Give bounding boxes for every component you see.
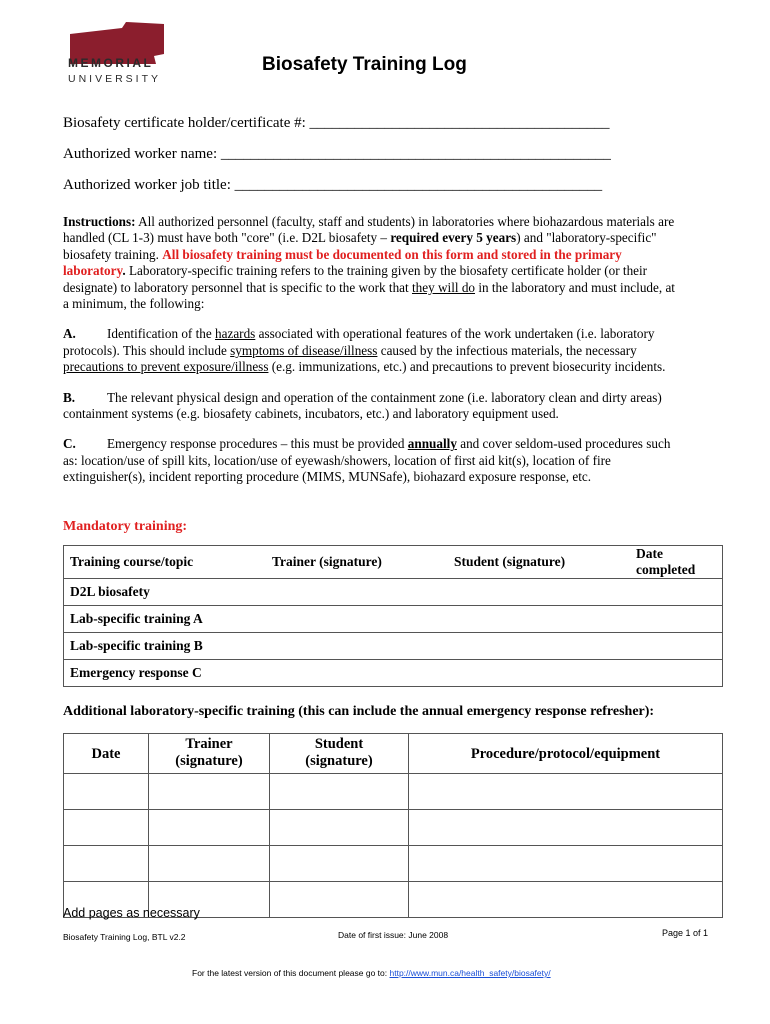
additional-training-label: Additional laboratory-specific training (this can include the annual emergency response refresher): — [63, 704, 655, 719]
table-row[interactable] — [64, 579, 723, 606]
item-c-text: and cover seldom-used procedures such as: location/use of spill kits, location/use of eyewash/showers, location of first aid kit(s), location of fire extinguisher(s), incident reporting procedure (MIMS, MUNSafe), biohazard exposure response, etc. — [63, 436, 671, 485]
header-student-line2: (signature) — [305, 753, 373, 769]
instructions-dot: . — [122, 263, 126, 279]
header-trainer — [149, 734, 270, 774]
cell-date[interactable] — [64, 774, 149, 810]
item-a-underlined: hazards — [215, 326, 256, 342]
footer-latest-text: For the latest version of this document please go to: — [192, 968, 390, 978]
item-a-text: associated with operational features of the work undertaken (i.e. laboratory protocols). This should include — [63, 326, 655, 358]
header-date: Date — [64, 734, 149, 774]
item-b-letter: B. — [63, 389, 76, 405]
header-student-line1: Student — [314, 736, 364, 752]
footer-latest-version — [192, 968, 551, 978]
table-row[interactable] — [64, 846, 723, 882]
page-title: Biosafety Training Log — [262, 54, 467, 75]
instructions-red-notice: All biosafety training must be documented on this form and stored in the primary laboratory — [63, 246, 622, 279]
cell-date[interactable] — [64, 846, 149, 882]
instructions-label: Instructions: — [63, 214, 136, 229]
row-label: Lab-specific training A — [64, 606, 723, 633]
instructions-text: in the laboratory and must include, at a minimum, the following: — [63, 279, 675, 312]
item-a-paragraph — [63, 326, 683, 375]
instructions-text: ) and "laboratory-specific" biosafety training. — [63, 230, 657, 262]
table-row[interactable] — [64, 660, 723, 687]
footer-page-number: Page 1 of 1 — [662, 928, 709, 938]
item-c-underlined: annually — [407, 436, 457, 452]
item-b-text: The relevant physical design and operation of the containment zone (i.e. laboratory clean and dirty areas) containment systems (e.g. biosafety cabinets, incubators, etc.) and laboratory equipment used. — [63, 389, 662, 422]
cell-student[interactable] — [270, 774, 409, 810]
instructions-text: Laboratory-specific training refers to the training given by the biosafety certificate holder (or their designate) to laboratory personnel that is specific to the work that — [63, 263, 648, 295]
table-row[interactable] — [64, 633, 723, 660]
instructions-section — [63, 214, 683, 500]
item-a-underlined: symptoms of disease/illness — [230, 342, 378, 358]
additional-training-table — [63, 733, 723, 918]
item-b-paragraph — [63, 390, 683, 423]
header-trainer: Trainer (signature) — [266, 546, 448, 579]
memorial-university-logo — [60, 18, 170, 86]
table-header-row — [64, 546, 723, 579]
header-student: Student (signature) — [448, 546, 630, 579]
table-header-row — [64, 734, 723, 774]
cell-date[interactable] — [64, 810, 149, 846]
item-a-text: Identification of the — [107, 326, 216, 342]
header-trainer-line2: (signature) — [175, 753, 243, 769]
cell-procedure[interactable] — [409, 810, 723, 846]
worker-name-field[interactable]: Authorized worker name: ____________________________________________________ — [63, 146, 611, 162]
cell-procedure[interactable] — [409, 846, 723, 882]
item-a-letter: A. — [63, 326, 76, 342]
header-date-completed: Date completed — [630, 546, 723, 579]
cell-trainer[interactable] — [149, 810, 270, 846]
item-c-text: Emergency response procedures – this must be provided — [107, 436, 408, 452]
item-c-paragraph — [63, 436, 683, 485]
row-label: D2L biosafety — [64, 579, 723, 606]
biosafety-website-link[interactable]: http://www.mun.ca/health_safety/biosafety/ — [389, 968, 551, 978]
header-procedure: Procedure/protocol/equipment — [409, 734, 723, 774]
logo-text-university: UNIVERSITY — [68, 73, 162, 85]
instructions-paragraph — [63, 214, 683, 312]
item-c-letter: C. — [63, 436, 76, 452]
cell-student[interactable] — [270, 810, 409, 846]
mandatory-training-table — [63, 545, 723, 687]
item-a-text: caused by the infectious materials, the necessary — [377, 342, 637, 358]
header-trainer-line1: Trainer — [185, 736, 233, 752]
row-label: Lab-specific training B — [64, 633, 723, 660]
add-pages-note: Add pages as necessary — [63, 906, 200, 920]
row-label: Emergency response C — [64, 660, 723, 687]
cell-procedure[interactable] — [409, 882, 723, 918]
footer-issue-date: Date of first issue: June 2008 — [338, 930, 449, 940]
logo-text-memorial: MEMORIAL — [68, 56, 154, 70]
cell-trainer[interactable] — [149, 774, 270, 810]
item-a-text: (e.g. immunizations, etc.) and precautions to prevent biosecurity incidents. — [268, 359, 666, 375]
header-student — [270, 734, 409, 774]
worker-job-title-field[interactable]: Authorized worker job title: _________________________________________________ — [63, 177, 603, 193]
mandatory-training-label: Mandatory training: — [63, 519, 188, 534]
cell-trainer[interactable] — [149, 846, 270, 882]
certificate-holder-field[interactable]: Biosafety certificate holder/certificate #: ________________________________________ — [63, 115, 610, 131]
footer-document-id: Biosafety Training Log, BTL v2.2 — [63, 932, 186, 942]
instructions-underlined: they will do — [412, 279, 476, 295]
cell-procedure[interactable] — [409, 774, 723, 810]
header-training-course: Training course/topic — [64, 546, 267, 579]
table-row[interactable] — [64, 774, 723, 810]
cell-student[interactable] — [270, 882, 409, 918]
instructions-bold: required every 5 years — [390, 230, 517, 246]
item-a-underlined: precautions to prevent exposure/illness — [63, 359, 269, 375]
instructions-text: All authorized personnel (faculty, staff and students) in laboratories where biohazardous materials are handled (CL 1-3) must have both "core" (i.e. D2L biosafety – — [63, 214, 675, 246]
table-row[interactable] — [64, 606, 723, 633]
cell-student[interactable] — [270, 846, 409, 882]
table-row[interactable] — [64, 810, 723, 846]
